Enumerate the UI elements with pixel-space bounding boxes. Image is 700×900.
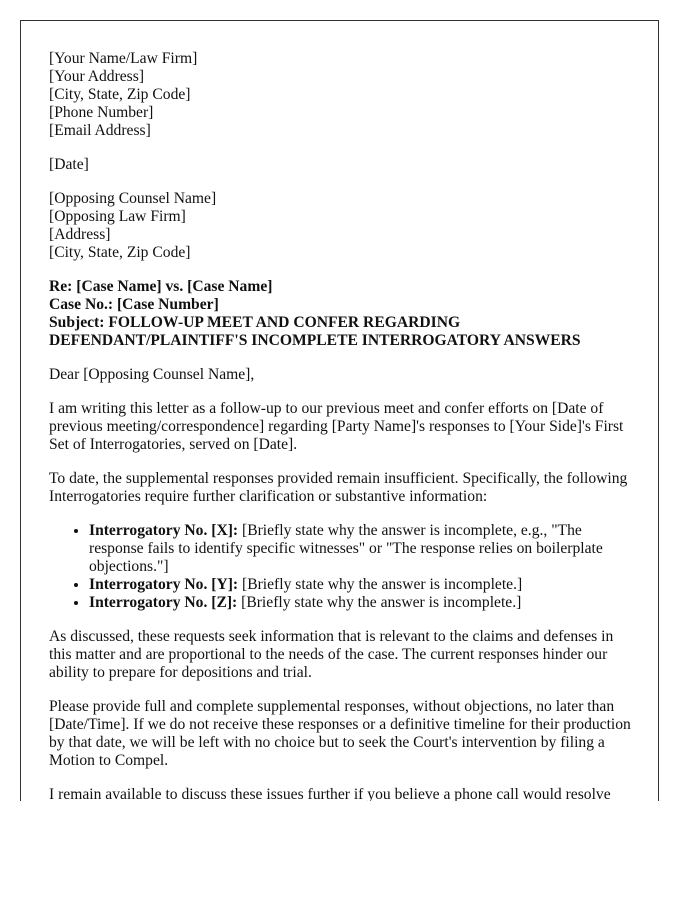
case-number: Case No.: [Case Number] [49, 296, 219, 313]
item-text: [Briefly state why the answer is incomplete.] [237, 594, 522, 611]
sender-address: [Your Address] [49, 68, 145, 85]
paragraph-5: I remain available to discuss these issues further if you believe a phone call would resolve [49, 786, 611, 801]
recipient-name: [Opposing Counsel Name] [49, 190, 217, 207]
letter-page [20, 20, 659, 801]
paragraph-2: To date, the supplemental responses provided remain insufficient. Specifically, the following Interrogatories require further clarification or substantive information: [49, 470, 628, 505]
recipient-address: [Address] [49, 226, 111, 243]
subject-line: Subject: FOLLOW-UP MEET AND CONFER REGARDING DEFENDANT/PLAINTIFF'S INCOMPLETE INTERROGATORY ANSWERS [49, 314, 581, 349]
paragraph-3: As discussed, these requests seek information that is relevant to the claims and defenses in this matter and are proportional to the needs of the case. The current responses hinder our ability to prepare for depositions and trial. [49, 628, 614, 681]
interrogatory-list [49, 522, 639, 612]
item-label: Interrogatory No. [Z]: [89, 594, 238, 611]
recipient-city: [City, State, Zip Code] [49, 244, 191, 261]
item-text: [Briefly state why the answer is incomplete.] [238, 576, 523, 593]
recipient-block [49, 190, 639, 262]
re-line: Re: [Case Name] vs. [Case Name] [49, 278, 273, 295]
salutation: Dear [Opposing Counsel Name], [49, 366, 255, 383]
letter-date: [Date] [49, 156, 89, 173]
recipient-firm: [Opposing Law Firm] [49, 208, 186, 225]
reference-block [49, 278, 639, 350]
letter-body [49, 50, 639, 801]
paragraph-1: I am writing this letter as a follow-up to our previous meet and confer efforts on [Date of previous meeting/correspondence] regarding [Party Name]'s responses to [Your Side]'s First Set of Interrogatories, served on [Date]. [49, 400, 624, 453]
sender-block [49, 50, 639, 140]
list-item [89, 522, 639, 576]
sender-name: [Your Name/Law Firm] [49, 50, 198, 67]
list-item [89, 576, 639, 594]
sender-city: [City, State, Zip Code] [49, 86, 191, 103]
item-text: [Briefly state why the answer is incomplete, e.g., "The response fails to identify specific witnesses" or "The response relies on boilerplate objections."] [89, 522, 603, 575]
sender-email: [Email Address] [49, 122, 151, 139]
paragraph-4: Please provide full and complete supplemental responses, without objections, no later than [Date/Time]. If we do not receive these responses or a definitive timeline for their production by that date, we will be left with no choice but to seek the Court's intervention by filing a Motion to Compel. [49, 698, 631, 769]
item-label: Interrogatory No. [Y]: [89, 576, 239, 593]
list-item [89, 594, 639, 612]
sender-phone: [Phone Number] [49, 104, 154, 121]
item-label: Interrogatory No. [X]: [89, 522, 239, 539]
